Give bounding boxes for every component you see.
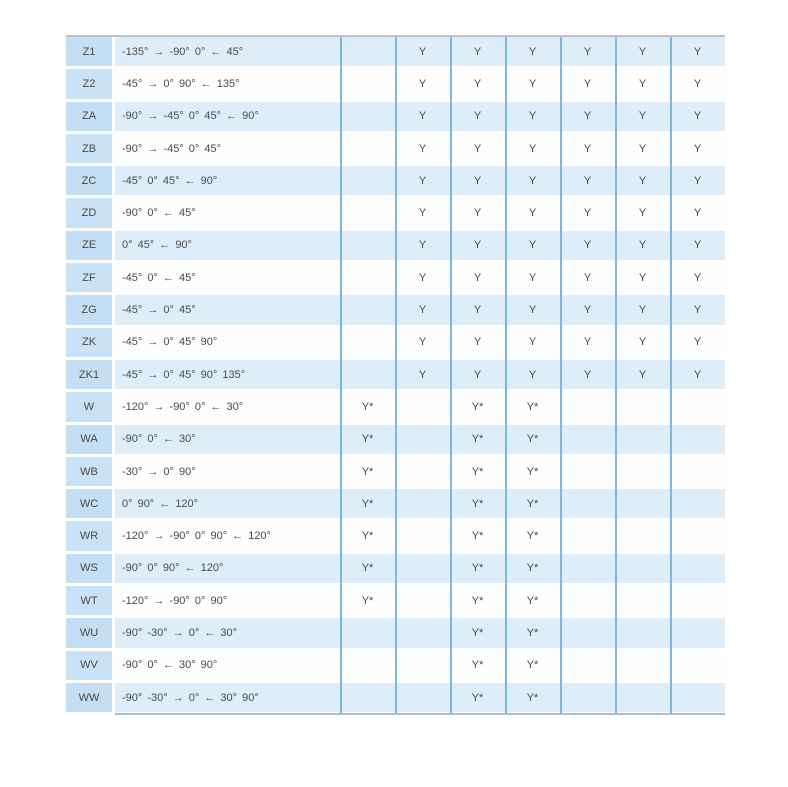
data-cell: Y	[560, 166, 615, 195]
data-cell: Y	[670, 231, 725, 260]
data-cell	[670, 651, 725, 680]
data-cell: Y*	[505, 683, 560, 712]
data-cell	[560, 683, 615, 712]
row-code-cell: ZD	[66, 198, 112, 227]
data-cell: Y*	[340, 586, 395, 615]
data-cell: Y	[560, 198, 615, 227]
data-cell	[615, 457, 670, 486]
data-cell: Y	[560, 102, 615, 131]
data-cell: Y	[615, 360, 670, 389]
row-description-cell: -90° 0° ← 30°	[115, 425, 340, 454]
data-cell: Y	[615, 134, 670, 163]
data-cell: Y	[450, 263, 505, 292]
row-code-cell: ZA	[66, 102, 112, 131]
data-cell: Y	[670, 360, 725, 389]
data-cell	[560, 586, 615, 615]
data-cell	[670, 457, 725, 486]
data-cell	[670, 521, 725, 550]
data-cell: Y*	[505, 521, 560, 550]
data-cell: Y	[395, 328, 450, 357]
data-cell: Y	[450, 295, 505, 324]
data-cell	[670, 683, 725, 712]
data-cell: Y	[395, 231, 450, 260]
data-cell	[340, 683, 395, 712]
data-cell: Y*	[505, 392, 560, 421]
data-cell	[340, 102, 395, 131]
row-code-cell: WT	[66, 586, 112, 615]
row-description-cell: -45° → 0° 90° ← 135°	[115, 69, 340, 98]
data-cell: Y	[615, 263, 670, 292]
column-separator-line	[505, 37, 507, 715]
data-cell	[340, 651, 395, 680]
data-cell: Y*	[340, 489, 395, 518]
data-cell: Y	[560, 69, 615, 98]
data-cell: Y*	[450, 489, 505, 518]
data-cell	[560, 489, 615, 518]
data-cell: Y	[670, 134, 725, 163]
data-cell: Y	[505, 231, 560, 260]
row-code-cell: ZF	[66, 263, 112, 292]
data-cell: Y	[395, 198, 450, 227]
data-cell	[615, 683, 670, 712]
data-cell: Y	[395, 134, 450, 163]
data-cell: Y	[615, 198, 670, 227]
data-cell: Y*	[340, 457, 395, 486]
data-cell: Y	[505, 69, 560, 98]
data-cell	[395, 586, 450, 615]
row-description-cell: -90° -30° → 0° ← 30° 90°	[115, 683, 340, 712]
row-description-cell: -45° 0° 45° ← 90°	[115, 166, 340, 195]
row-description-cell: -30° → 0° 90°	[115, 457, 340, 486]
data-cell	[340, 198, 395, 227]
data-cell: Y*	[450, 683, 505, 712]
data-cell	[340, 37, 395, 66]
row-description-cell: -90° -30° → 0° ← 30°	[115, 618, 340, 647]
data-cell: Y	[505, 102, 560, 131]
data-cell	[560, 425, 615, 454]
data-cell: Y	[560, 328, 615, 357]
row-description-cell: -45° → 0° 45° 90°	[115, 328, 340, 357]
data-cell: Y	[615, 37, 670, 66]
data-cell	[395, 457, 450, 486]
data-cell: Y	[615, 295, 670, 324]
data-cell: Y*	[450, 586, 505, 615]
data-cell: Y*	[450, 651, 505, 680]
data-cell: Y	[505, 37, 560, 66]
row-code-cell: WW	[66, 683, 112, 712]
data-cell: Y	[670, 295, 725, 324]
data-cell	[670, 554, 725, 583]
data-cell	[615, 651, 670, 680]
data-cell: Y	[670, 166, 725, 195]
data-cell	[340, 360, 395, 389]
row-description-cell: -120° → -90° 0° 90°	[115, 586, 340, 615]
data-cell	[670, 489, 725, 518]
data-cell: Y*	[505, 554, 560, 583]
data-cell	[395, 425, 450, 454]
data-cell	[395, 489, 450, 518]
data-cell: Y*	[340, 425, 395, 454]
data-cell	[615, 521, 670, 550]
data-cell: Y	[615, 102, 670, 131]
data-cell	[615, 392, 670, 421]
data-cell: Y	[670, 263, 725, 292]
row-description-cell: -135° → -90° 0° ← 45°	[115, 37, 340, 66]
column-separator-line	[340, 37, 342, 715]
data-cell	[395, 618, 450, 647]
data-cell: Y	[450, 69, 505, 98]
row-description-cell: -45° → 0° 45°	[115, 295, 340, 324]
data-cell	[670, 392, 725, 421]
data-cell	[395, 651, 450, 680]
data-cell: Y	[505, 166, 560, 195]
column-separator-line	[615, 37, 617, 715]
data-cell: Y*	[340, 554, 395, 583]
data-cell: Y	[560, 37, 615, 66]
row-description-cell: -90° → -45° 0° 45° ← 90°	[115, 102, 340, 131]
data-cell: Y*	[450, 618, 505, 647]
data-cell: Y*	[340, 392, 395, 421]
row-code-cell: WB	[66, 457, 112, 486]
data-cell	[560, 618, 615, 647]
data-cell: Y	[670, 102, 725, 131]
data-cell	[560, 457, 615, 486]
swivel-angle-range-table	[66, 35, 725, 715]
data-cell: Y*	[505, 457, 560, 486]
data-cell	[340, 166, 395, 195]
data-cell: Y	[560, 231, 615, 260]
row-description-cell: -45° → 0° 45° 90° 135°	[115, 360, 340, 389]
row-description-cell: -120° → -90° 0° 90° ← 120°	[115, 521, 340, 550]
data-cell: Y	[395, 69, 450, 98]
row-code-cell: ZB	[66, 134, 112, 163]
row-description-cell: -45° 0° ← 45°	[115, 263, 340, 292]
data-cell: Y*	[505, 651, 560, 680]
row-description-cell: 0° 45° ← 90°	[115, 231, 340, 260]
data-cell: Y	[505, 295, 560, 324]
data-cell	[615, 425, 670, 454]
data-cell	[340, 618, 395, 647]
data-cell: Y*	[505, 425, 560, 454]
row-description-cell: -90° 0° 90° ← 120°	[115, 554, 340, 583]
data-cell: Y	[450, 198, 505, 227]
data-cell: Y	[450, 360, 505, 389]
data-cell: Y*	[450, 457, 505, 486]
data-cell	[615, 554, 670, 583]
data-cell: Y	[450, 166, 505, 195]
data-cell	[340, 69, 395, 98]
data-cell: Y	[450, 134, 505, 163]
data-cell: Y	[505, 263, 560, 292]
column-separator-line	[670, 37, 672, 715]
data-cell: Y*	[340, 521, 395, 550]
data-cell: Y	[615, 166, 670, 195]
data-cell: Y	[505, 198, 560, 227]
data-cell: Y	[670, 198, 725, 227]
column-separator-line	[395, 37, 397, 715]
data-cell: Y	[560, 134, 615, 163]
data-cell	[340, 134, 395, 163]
data-cell: Y	[450, 231, 505, 260]
row-code-cell: W	[66, 392, 112, 421]
table-bottom-border	[115, 713, 725, 715]
row-code-cell: ZG	[66, 295, 112, 324]
data-cell: Y	[560, 360, 615, 389]
row-code-cell: ZC	[66, 166, 112, 195]
row-code-cell: WV	[66, 651, 112, 680]
data-cell: Y*	[450, 425, 505, 454]
data-cell: Y*	[450, 521, 505, 550]
row-code-cell: WA	[66, 425, 112, 454]
data-cell: Y	[505, 134, 560, 163]
data-cell: Y	[615, 231, 670, 260]
row-code-cell: ZE	[66, 231, 112, 260]
data-cell	[615, 586, 670, 615]
data-cell	[395, 683, 450, 712]
data-cell	[395, 554, 450, 583]
data-cell	[340, 263, 395, 292]
data-cell: Y	[450, 102, 505, 131]
data-cell: Y	[560, 263, 615, 292]
data-cell: Y	[395, 360, 450, 389]
data-cell: Y*	[450, 392, 505, 421]
data-cell	[560, 392, 615, 421]
data-cell	[670, 586, 725, 615]
row-code-cell: ZK	[66, 328, 112, 357]
data-cell: Y	[615, 328, 670, 357]
data-cell: Y	[505, 360, 560, 389]
row-code-cell: WU	[66, 618, 112, 647]
data-cell	[615, 618, 670, 647]
row-code-cell: Z2	[66, 69, 112, 98]
data-cell	[615, 489, 670, 518]
data-cell: Y	[395, 263, 450, 292]
data-cell	[340, 328, 395, 357]
data-cell	[395, 521, 450, 550]
row-description-cell: -120° → -90° 0° ← 30°	[115, 392, 340, 421]
data-cell: Y	[670, 69, 725, 98]
data-cell: Y	[450, 328, 505, 357]
row-description-cell: -90° 0° ← 45°	[115, 198, 340, 227]
row-code-cell: WR	[66, 521, 112, 550]
data-cell	[340, 295, 395, 324]
data-cell	[560, 521, 615, 550]
data-cell	[560, 651, 615, 680]
data-cell: Y	[670, 37, 725, 66]
data-cell: Y	[615, 69, 670, 98]
data-cell: Y	[395, 102, 450, 131]
data-cell: Y*	[450, 554, 505, 583]
data-cell: Y*	[505, 489, 560, 518]
data-cell	[670, 618, 725, 647]
column-separator-line	[560, 37, 562, 715]
column-separator-line	[450, 37, 452, 715]
data-cell: Y	[395, 166, 450, 195]
row-description-cell: 0° 90° ← 120°	[115, 489, 340, 518]
row-description-cell: -90° 0° ← 30° 90°	[115, 651, 340, 680]
row-code-cell: ZK1	[66, 360, 112, 389]
data-cell: Y	[505, 328, 560, 357]
data-cell: Y*	[505, 586, 560, 615]
data-cell: Y	[395, 37, 450, 66]
data-cell: Y	[670, 328, 725, 357]
row-code-cell: Z1	[66, 37, 112, 66]
row-code-cell: WC	[66, 489, 112, 518]
data-cell	[670, 425, 725, 454]
row-description-cell: -90° → -45° 0° 45°	[115, 134, 340, 163]
data-cell: Y	[560, 295, 615, 324]
data-cell: Y	[395, 295, 450, 324]
row-code-cell: WS	[66, 554, 112, 583]
data-cell: Y*	[505, 618, 560, 647]
data-cell	[560, 554, 615, 583]
data-cell	[340, 231, 395, 260]
data-cell	[395, 392, 450, 421]
data-cell: Y	[450, 37, 505, 66]
